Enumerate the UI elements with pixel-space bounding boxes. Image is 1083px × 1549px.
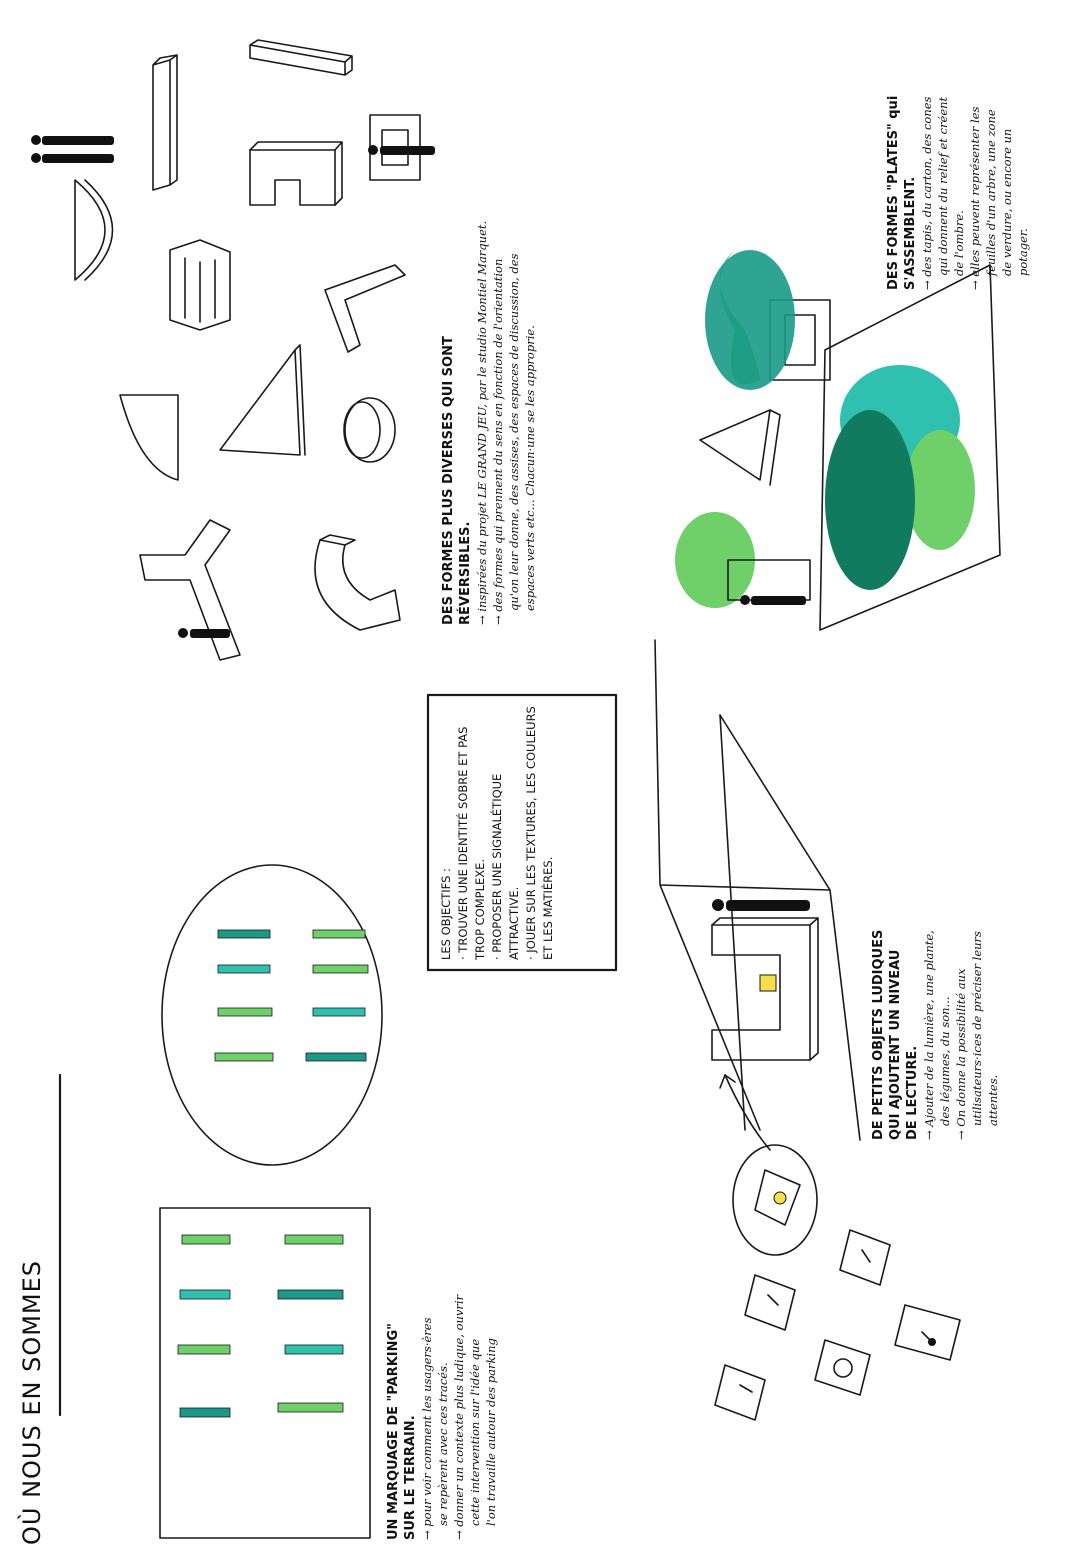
flat-shapes-text-block [885, 96, 1031, 290]
shapes-text-line-1: → inspirées du projet LE GRAND JEU, par le studio Montiel Marquet. [475, 220, 489, 625]
flat-shapes-bullet-2-line-1: → elles peuvent représenter les [968, 106, 982, 290]
small-objects-bullet-1-line-2: des légumes, du son... [938, 996, 952, 1126]
objectives-item-3: · JOUER SUR LES TEXTURES, LES COULEURS ET LES MATIÈRES. [524, 706, 555, 960]
small-objects-text-block [870, 930, 1001, 1140]
small-objects-bullet-1-line-1: → Ajouter de la lumière, une plante, [922, 930, 936, 1140]
small-objects-heading-line-2: QUI AJOUTENT UN NIVEAU [888, 949, 903, 1140]
page-title: OÙ NOUS EN SOMMES [18, 1259, 46, 1545]
green-forms-drawing [675, 250, 1000, 630]
objectives-heading: LES OBJECTIFS : [439, 868, 453, 960]
objectives-text-block [438, 705, 557, 960]
parking-bullet-2-line-1: → donner un contexte plus ludique, ouvrir [452, 1294, 466, 1540]
flat-shapes-heading-line-1: DES FORMES "PLATES" qui [886, 95, 901, 290]
flat-shapes-bullet-1-line-2: qui donnent du relief et créent [936, 96, 950, 276]
shapes-text-line-2: → des formes qui prennent du sens en fonction de l'orientation [491, 258, 505, 625]
flat-shapes-bullet-2-line-3: de verdure, ou encore un [1000, 128, 1014, 276]
flat-shapes-bullet-2-line-2: feuilles d'un arbre, une zone [984, 109, 998, 276]
parking-heading-line-1: UN MARQUAGE DE "PARKING" [386, 1323, 401, 1540]
shapes-text-block [440, 221, 538, 625]
small-objects-heading-line-3: DE LECTURE. [905, 1045, 920, 1140]
parking-bullet-2-line-3: l'on travaille autour des parking [484, 1338, 498, 1526]
parking-bullet-2-line-2: cette intervention sur l'idée que [468, 1338, 482, 1526]
objectives-item-2: · PROPOSER UNE SIGNALÉTIQUE ATTRACTIVE. [490, 773, 521, 960]
flat-shapes-heading-line-2: S'ASSEMBLENT. [903, 176, 918, 290]
parking-bullet-1-line-1: → pour voir comment les usagers·ères [420, 1317, 434, 1540]
circle-marking-drawing [162, 865, 382, 1165]
shapes-heading-line-1: DES FORMES PLUS DIVERSES QUI SONT [441, 336, 456, 625]
parking-bullet-1-line-2: se repèrent avec ces tracés. [436, 1362, 450, 1526]
shapes-drawing [31, 40, 435, 660]
shapes-text-line-4: espaces verts etc... Chacun·une se les approprie. [523, 325, 537, 611]
small-objects-bullet-2-line-1: → On donne la possibilité aux [954, 968, 968, 1140]
small-objects-bullet-2-line-3: attentes. [986, 1074, 1000, 1126]
parking-heading-line-2: SUR LE TERRAIN. [403, 1415, 418, 1540]
shapes-heading-line-2: RÉVERSIBLES. [458, 521, 473, 625]
shapes-text-line-3: qu'on leur donne, des assises, des espaces de discussion, des [507, 253, 521, 611]
flat-shapes-bullet-1-line-1: → des tapis, du carton, des cones [920, 96, 934, 290]
parking-text-block [385, 1295, 499, 1540]
flat-shapes-bullet-2-line-4: potager. [1016, 228, 1030, 276]
objectives-item-1: · TROUVER UNE IDENTITÉ SOBRE ET PAS TROP COMPLEXE. [456, 726, 487, 960]
flat-shapes-bullet-1-line-3: de l'ombre. [952, 210, 966, 276]
parking-drawing [160, 1208, 370, 1538]
small-objects-bullet-2-line-2: utilisateurs·ices de préciser leurs [970, 931, 984, 1126]
small-objects-heading-line-1: DE PETITS OBJETS LUDIQUES [871, 929, 886, 1140]
